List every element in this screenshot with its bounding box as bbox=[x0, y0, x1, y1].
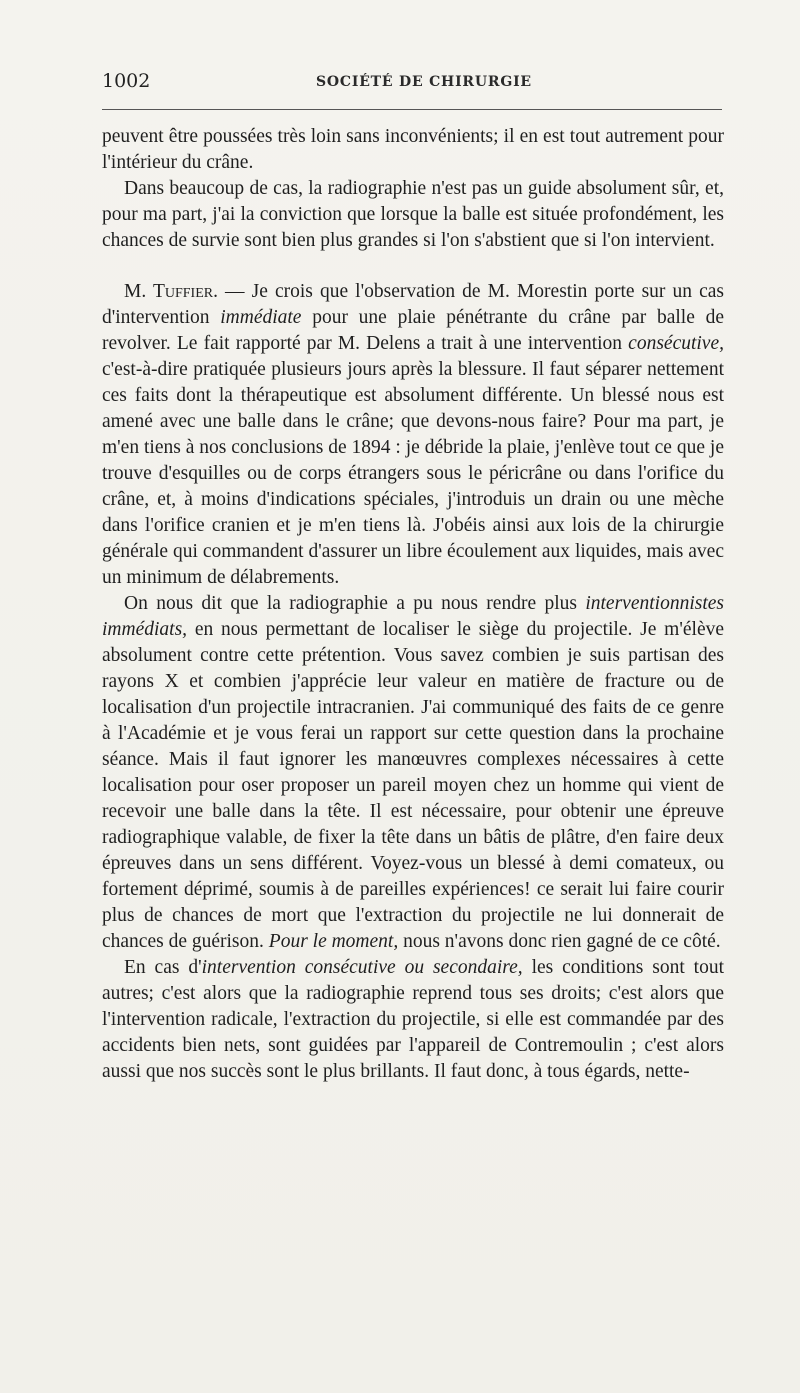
speaker-name: M. Tuffier. bbox=[124, 281, 218, 302]
emphasis-interventionnistes: interventionnistes immédiats, bbox=[102, 593, 724, 640]
paragraph-1: peuvent être poussées très loin sans inconvénients; il en est tout autrement pour l'intérieur du crâne. bbox=[102, 126, 724, 173]
paragraph-4 bbox=[102, 591, 724, 955]
paragraph-5-segment-2: les conditions sont tout autres; c'est alors que la radiographie reprend tous ses droits; c'est alors que l'intervention radicale, l'extraction du projectile, si elle est commandée par des accidents bien nets, sont guidées par l'appareil de Contremoulin ; c'est alors aussi que nos succès sont le plus brillants. Il faut donc, à tous égards, nette- bbox=[102, 957, 724, 1082]
paragraph-2: Dans beaucoup de cas, la radiographie n'est pas un guide absolument sûr, et, pour ma part, j'ai la conviction que lorsque la balle est située profondément, les chances de survie sont bien plus grandes si l'on s'abstient que si l'on intervient. bbox=[102, 178, 724, 251]
paragraph-4-segment-1: On nous dit que la radiographie a pu nous rendre plus bbox=[124, 593, 586, 614]
emphasis-pour-le-moment: Pour le moment, bbox=[268, 931, 399, 952]
paragraph-5-segment-1: En cas d' bbox=[124, 957, 202, 978]
document-body bbox=[102, 124, 724, 1085]
paragraph-gap bbox=[102, 254, 724, 279]
paragraph-3-segment-2: pour une plaie pénétrante du crâne par balle de revolver. Le fait rapporté par M. Delens a trait à une intervention bbox=[102, 307, 724, 354]
paragraph-3-segment-3: c'est-à-dire pratiquée plusieurs jours après la blessure. Il faut séparer nettement ces faits dont la thérapeutique est absolument différente. Un blessé nous est amené avec une balle dans le crâne; que devons-nous faire? Pour ma part, je m'en tiens à nos conclusions de 1894 : je débride la plaie, j'enlève tout ce que je trouve d'esquilles ou de corps étrangers sous le péricrâne ou dans l'orifice du crâne, et, à moins d'indications spéciales, j'introduis un drain ou une mèche dans l'orifice cranien et je m'en tiens là. J'obéis ainsi aux lois de la chirurgie générale qui commandent d'assurer un libre écoulement aux liquides, mais avec un minimum de délabrements. bbox=[102, 359, 724, 588]
emphasis-consecutive: consécutive, bbox=[628, 333, 724, 354]
page-number: 1002 bbox=[102, 70, 151, 92]
paragraph-5 bbox=[102, 955, 724, 1085]
header-rule bbox=[102, 109, 722, 110]
paragraph-3 bbox=[102, 279, 724, 591]
running-head: SOCIÉTÉ DE CHIRURGIE bbox=[316, 74, 532, 90]
paragraph-3-segment-1: — Je crois que l'observation de M. Morestin porte sur un cas d'intervention bbox=[102, 281, 724, 328]
paragraph-4-segment-2: en nous permettant de localiser le siège du projectile. Je m'élève absolument contre cette prétention. Vous savez combien je suis partisan des rayons X et combien j'apprécie leur valeur en matière de fracture ou de localisation d'un projectile intracranien. J'ai communiqué des faits de ce genre à l'Académie et je vous ferai un rapport sur cette question dans la prochaine séance. Mais il faut ignorer les manœuvres complexes nécessaires à cette localisation pour oser proposer un pareil moyen chez un homme qui vient de recevoir une balle dans la tête. Il est nécessaire, pour obtenir une épreuve radiographique valable, de fixer la tête dans un bâtis de plâtre, d'en faire deux épreuves dans un sens différent. Voyez-vous un blessé à demi comateux, ou fortement déprimé, soumis à de pareilles expériences! ce serait lui faire courir plus de chances de mort que l'extraction du projectile ne lui donnerait de chances de guérison. bbox=[102, 619, 724, 952]
page-header bbox=[102, 70, 722, 102]
emphasis-intervention-consecutive: intervention consécutive ou secondaire, bbox=[201, 957, 523, 978]
paragraph-4-segment-3: nous n'avons donc rien gagné de ce côté. bbox=[398, 931, 721, 952]
emphasis-immediate: immédiate bbox=[220, 307, 302, 328]
